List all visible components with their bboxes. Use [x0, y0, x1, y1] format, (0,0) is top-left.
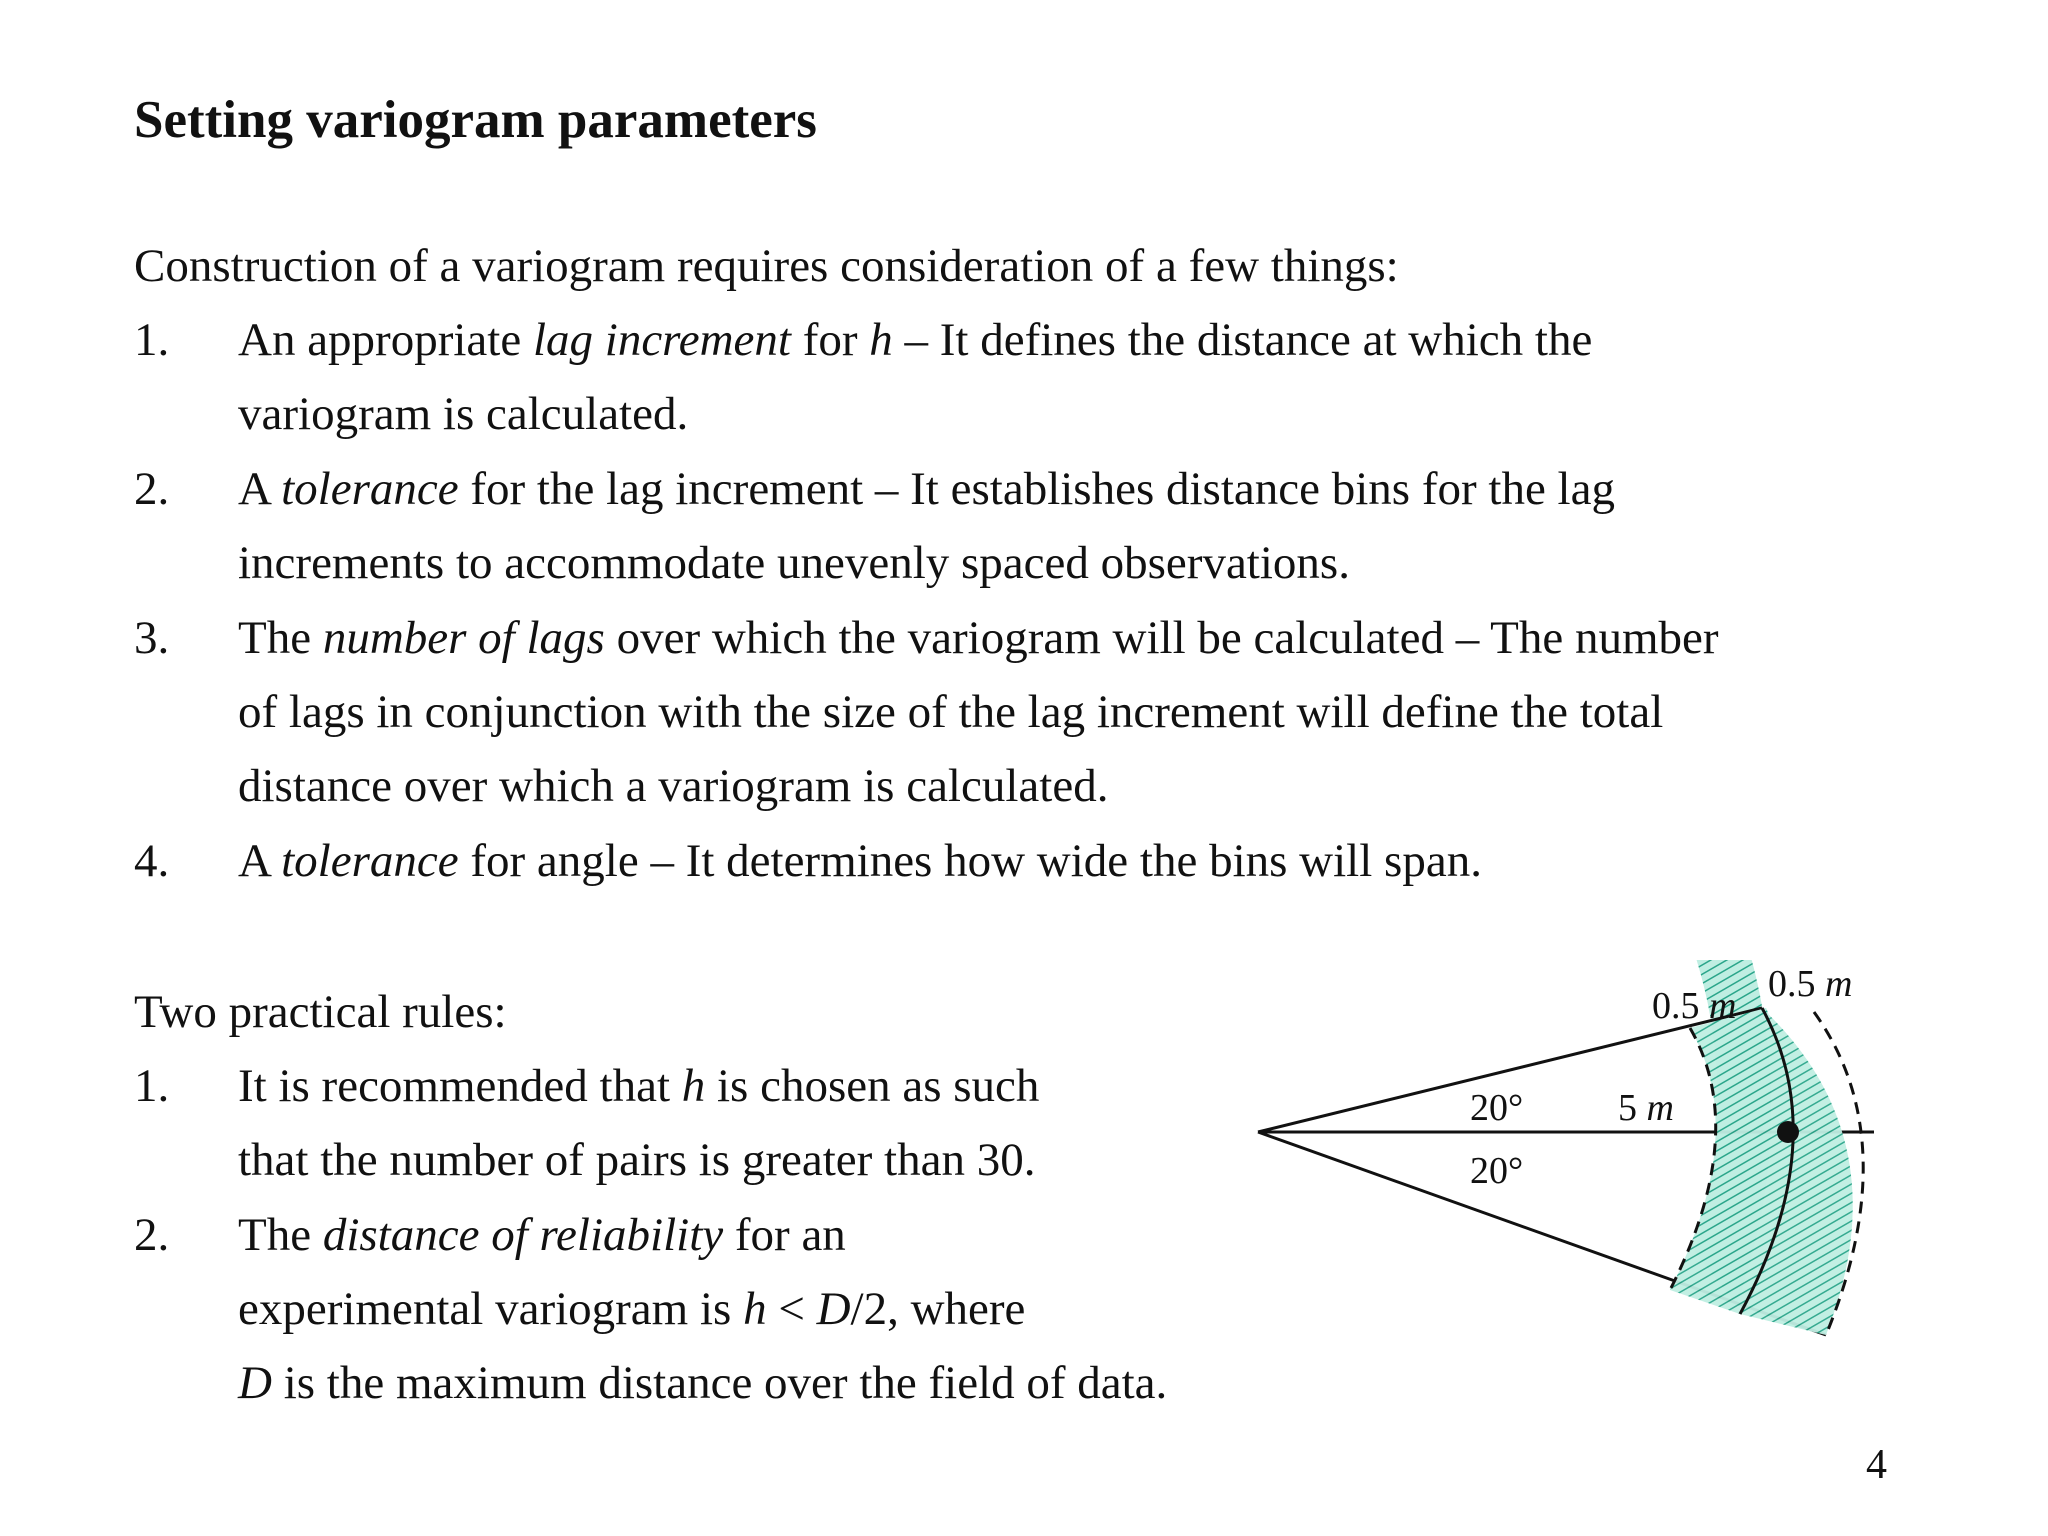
item-body: [238, 303, 1592, 451]
lag-distance-label: [1618, 1087, 1674, 1129]
rules-heading: Two practical rules:: [134, 986, 507, 1038]
item-term: number of lags: [322, 612, 605, 664]
intro-text: Construction of a variogram requires consideration of a few things:: [134, 240, 1399, 292]
item-text: is the maximum distance over the field of data.: [271, 1357, 1168, 1409]
item-text: /2, where: [850, 1283, 1026, 1335]
item-text: is chosen as such: [705, 1060, 1040, 1112]
item-body: [238, 1049, 1039, 1197]
outer-tolerance-num: 0.5: [1768, 963, 1825, 1005]
item-text: A: [238, 463, 282, 515]
inner-tolerance-num: 0.5: [1652, 985, 1709, 1027]
item-term: D: [816, 1283, 851, 1335]
item-number: 3.: [134, 612, 170, 664]
lag-tolerance-diagram: [1230, 960, 1890, 1350]
item-text: A: [238, 835, 282, 887]
item-text: – It defines the distance at which the: [892, 314, 1593, 366]
item-term: h: [681, 1060, 706, 1112]
item-number: 1.: [134, 314, 170, 366]
item-body: [238, 452, 1615, 600]
item-term: tolerance: [281, 463, 459, 515]
item-term: D: [238, 1357, 272, 1409]
lag-point: [1777, 1121, 1799, 1143]
item-body: [238, 601, 1719, 823]
lower-angle-label: 20°: [1470, 1150, 1524, 1192]
item-term: h: [869, 314, 893, 366]
item-text: for an: [723, 1209, 846, 1261]
page-title: Setting variogram parameters: [134, 91, 817, 149]
inner-tolerance-unit: m: [1709, 985, 1737, 1027]
item-text: of lags in conjunction with the size of the lag increment will define the total: [238, 686, 1664, 738]
item-term: tolerance: [281, 835, 459, 887]
item-text: An appropriate: [238, 314, 533, 366]
lag-distance-num: 5: [1618, 1087, 1647, 1129]
item-text: It is recommended that: [238, 1060, 682, 1112]
item-term: distance of reliability: [322, 1209, 724, 1261]
upper-angle-label: 20°: [1470, 1087, 1524, 1129]
item-number: 1.: [134, 1060, 170, 1112]
item-body: [238, 1198, 1167, 1420]
item-text: The: [238, 612, 323, 664]
item-text: increments to accommodate unevenly spaced observations.: [238, 537, 1350, 589]
item-text: distance over which a variogram is calculated.: [238, 760, 1109, 812]
item-text: that the number of pairs is greater than 30.: [238, 1134, 1036, 1186]
lag-distance-unit: m: [1646, 1087, 1674, 1129]
item-text: experimental variogram is: [238, 1283, 744, 1335]
item-text: The: [238, 1209, 323, 1261]
item-number: 2.: [134, 1209, 170, 1261]
page-number: 4: [1866, 1442, 1887, 1488]
item-number: 4.: [134, 835, 170, 887]
item-text: for the lag increment – It establishes distance bins for the lag: [458, 463, 1615, 515]
item-text: for angle – It determines how wide the bins will span.: [458, 835, 1482, 887]
item-body: [238, 824, 1482, 898]
item-number: 2.: [134, 463, 170, 515]
inner-tolerance-label: [1652, 985, 1736, 1027]
item-text: over which the variogram will be calculated – The number: [604, 612, 1719, 664]
item-text: <: [766, 1283, 817, 1335]
outer-tolerance-unit: m: [1825, 963, 1853, 1005]
outer-tolerance-label: [1768, 963, 1852, 1005]
item-text: for: [790, 314, 870, 366]
item-term: lag increment: [532, 314, 791, 366]
item-term: h: [743, 1283, 767, 1335]
item-text: variogram is calculated.: [238, 388, 689, 440]
